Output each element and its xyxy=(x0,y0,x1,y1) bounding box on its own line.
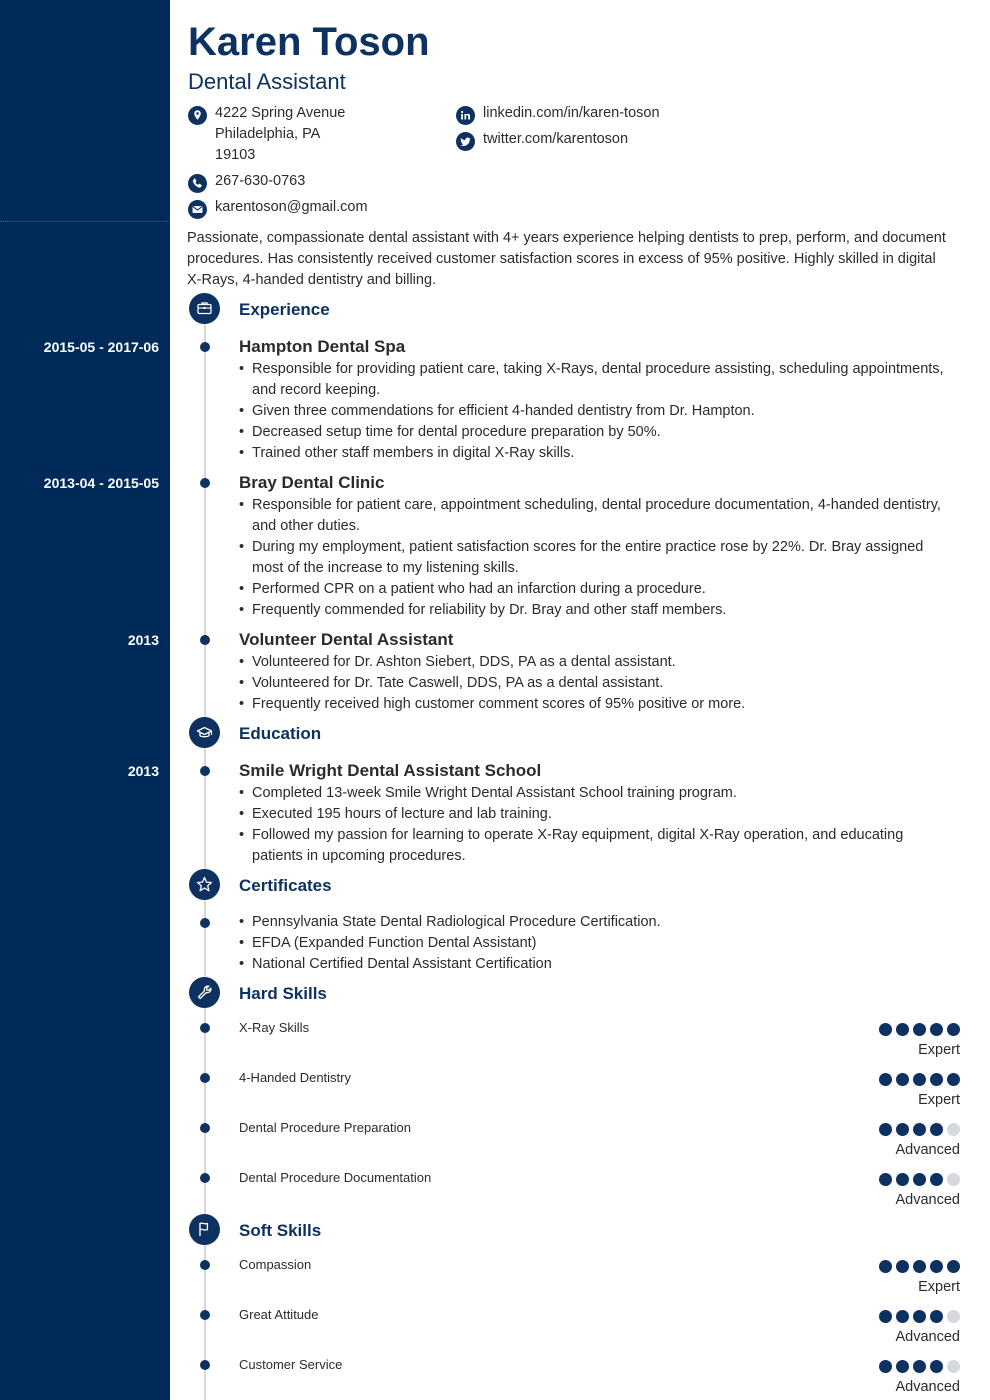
twitter-link[interactable]: twitter.com/karentoson xyxy=(483,131,629,147)
bullet-item: • Completed 13-week Smile Wright Dental Assistant School training program. xyxy=(239,783,954,804)
rating-dot-filled xyxy=(879,1073,892,1086)
rating-dot-filled xyxy=(879,1023,892,1036)
experience-dates: 2013-04 - 2015-05 xyxy=(43,475,159,491)
job-bullets xyxy=(239,652,954,715)
rating-dot-filled xyxy=(913,1260,926,1273)
bullet-item: • Followed my passion for learning to operate X-Ray equipment, digital X-Ray operation, and educating patients in upcoming procedures. xyxy=(239,825,954,867)
rating-dot-filled xyxy=(930,1360,943,1373)
job-bullets xyxy=(239,495,954,621)
certificate-item: • National Certified Dental Assistant Certification xyxy=(239,954,954,975)
email-address[interactable]: karentoson@gmail.com xyxy=(215,199,368,215)
rating-dot-filled xyxy=(879,1260,892,1273)
rating-dot-filled xyxy=(896,1360,909,1373)
rating-dot-empty xyxy=(947,1173,960,1186)
section-title-experience: Experience xyxy=(239,300,330,319)
skill-level: Advanced xyxy=(895,1379,960,1395)
rating-dot-filled xyxy=(913,1073,926,1086)
professional-summary: Passionate, compassionate dental assistant with 4+ years experience helping dentists to prep, perform, and document procedures. Has consistently received customer satisfaction scores in excess of 95% positive. Highly skilled in digital X-Rays, 4-handed dentistry and billing. xyxy=(187,230,946,288)
skill-level: Advanced xyxy=(895,1142,960,1158)
bullet-item: • Frequently commended for reliability by Dr. Bray and other staff members. xyxy=(239,600,954,621)
rating-dot-filled xyxy=(896,1123,909,1136)
skill-name: Great Attitude xyxy=(239,1307,319,1322)
school-name: Smile Wright Dental Assistant School xyxy=(239,761,542,780)
rating-dot-empty xyxy=(947,1360,960,1373)
rating-dot-filled xyxy=(930,1023,943,1036)
rating-dot-filled xyxy=(913,1123,926,1136)
bullet-item: • During my employment, patient satisfaction scores for the entire practice rose by 22%. Dr. Bray assigned most of the increase to my listening skills. xyxy=(239,537,954,579)
bullet-item: • Responsible for patient care, appointment scheduling, dental procedure documentation, 4-handed dentistry, and other duties. xyxy=(239,495,954,537)
certificate-item: • EFDA (Expanded Function Dental Assistant) xyxy=(239,933,954,954)
job-bullets xyxy=(239,359,954,464)
phone-number[interactable]: 267-630-0763 xyxy=(215,173,306,189)
job-employer: Hampton Dental Spa xyxy=(239,337,406,356)
skill-rating xyxy=(879,1073,960,1086)
sidebar-divider xyxy=(0,221,170,222)
rating-dot-filled xyxy=(896,1260,909,1273)
address xyxy=(215,103,345,166)
rating-dot-filled xyxy=(879,1173,892,1186)
rating-dot-filled xyxy=(913,1173,926,1186)
bullet-item: • Volunteered for Dr. Ashton Siebert, DDS, PA as a dental assistant. xyxy=(239,652,954,673)
skill-rating xyxy=(879,1310,960,1323)
timeline-dot xyxy=(200,342,210,352)
certificate-list xyxy=(239,912,954,975)
timeline-dot xyxy=(200,1173,210,1183)
section-title-hard-skills: Hard Skills xyxy=(239,984,327,1003)
graduation-cap-icon xyxy=(189,717,220,748)
skill-name: Dental Procedure Preparation xyxy=(239,1120,411,1135)
skill-level: Advanced xyxy=(895,1192,960,1208)
address-line-3: 19103 xyxy=(215,147,256,163)
section-title-soft-skills: Soft Skills xyxy=(239,1221,322,1240)
skill-level: Expert xyxy=(918,1279,960,1295)
skill-rating xyxy=(879,1260,960,1273)
flag-icon xyxy=(189,1214,220,1245)
timeline-dot xyxy=(200,1073,210,1083)
job-employer: Volunteer Dental Assistant xyxy=(239,630,454,649)
skill-name: X-Ray Skills xyxy=(239,1020,310,1035)
timeline-dot xyxy=(200,1260,210,1270)
rating-dot-filled xyxy=(879,1310,892,1323)
bullet-item: • Trained other staff members in digital X-Ray skills. xyxy=(239,443,954,464)
job-employer: Bray Dental Clinic xyxy=(239,473,385,492)
bullet-item: • Performed CPR on a patient who had an infarction during a procedure. xyxy=(239,579,954,600)
skill-rating xyxy=(879,1360,960,1373)
bullet-item: • Frequently received high customer comment scores of 95% positive or more. xyxy=(239,694,954,715)
candidate-name: Karen Toson xyxy=(188,20,430,64)
linkedin-link[interactable]: linkedin.com/in/karen-toson xyxy=(483,105,660,121)
rating-dot-filled xyxy=(947,1260,960,1273)
timeline-dot xyxy=(200,766,210,776)
bullet-item: • Volunteered for Dr. Tate Caswell, DDS, PA as a dental assistant. xyxy=(239,673,954,694)
phone-icon xyxy=(188,174,207,193)
bullet-item: • Executed 195 hours of lecture and lab training. xyxy=(239,804,954,825)
skill-rating xyxy=(879,1123,960,1136)
timeline-dot xyxy=(200,1023,210,1033)
skill-level: Advanced xyxy=(895,1329,960,1345)
skill-rating xyxy=(879,1023,960,1036)
rating-dot-filled xyxy=(947,1073,960,1086)
rating-dot-filled xyxy=(930,1310,943,1323)
rating-dot-filled xyxy=(947,1023,960,1036)
rating-dot-filled xyxy=(913,1023,926,1036)
rating-dot-filled xyxy=(879,1123,892,1136)
experience-dates: 2015-05 - 2017-06 xyxy=(43,339,159,355)
section-title-certificates: Certificates xyxy=(239,876,332,895)
rating-dot-filled xyxy=(930,1123,943,1136)
linkedin-icon xyxy=(456,106,475,125)
timeline-dot xyxy=(200,1360,210,1370)
rating-dot-empty xyxy=(947,1123,960,1136)
section-title-education: Education xyxy=(239,724,322,743)
rating-dot-filled xyxy=(913,1310,926,1323)
education-dates: 2013 xyxy=(127,763,159,779)
skill-name: 4-Handed Dentistry xyxy=(239,1070,351,1085)
timeline-dot xyxy=(200,1310,210,1320)
rating-dot-filled xyxy=(930,1173,943,1186)
left-sidebar xyxy=(0,0,170,1400)
rating-dot-filled xyxy=(896,1023,909,1036)
rating-dot-filled xyxy=(896,1173,909,1186)
bullet-item: • Decreased setup time for dental procedure preparation by 50%. xyxy=(239,422,954,443)
timeline-dot xyxy=(200,635,210,645)
wrench-icon xyxy=(189,977,220,1008)
experience-dates: 2013 xyxy=(127,632,159,648)
briefcase-icon xyxy=(189,293,220,324)
bullet-item: • Responsible for providing patient care, taking X-Rays, dental procedure assisting, scheduling appointments, and record keeping. xyxy=(239,359,954,401)
location-pin-icon xyxy=(188,106,207,125)
skill-level: Expert xyxy=(918,1042,960,1058)
job-title: Dental Assistant xyxy=(188,69,346,94)
timeline-dot xyxy=(200,478,210,488)
rating-dot-filled xyxy=(896,1310,909,1323)
timeline-dot xyxy=(200,918,210,928)
certificate-item: • Pennsylvania State Dental Radiological Procedure Certification. xyxy=(239,912,954,933)
skill-name: Dental Procedure Documentation xyxy=(239,1170,432,1185)
address-line-2: Philadelphia, PA xyxy=(215,126,321,142)
skill-rating xyxy=(879,1173,960,1186)
skill-name: Customer Service xyxy=(239,1357,343,1372)
skill-name: Compassion xyxy=(239,1257,312,1272)
rating-dot-filled xyxy=(896,1073,909,1086)
bullet-item: • Given three commendations for efficient 4-handed dentistry from Dr. Hampton. xyxy=(239,401,954,422)
address-line-1: 4222 Spring Avenue xyxy=(215,105,346,121)
rating-dot-filled xyxy=(913,1360,926,1373)
rating-dot-filled xyxy=(879,1360,892,1373)
email-icon xyxy=(188,200,207,219)
rating-dot-empty xyxy=(947,1310,960,1323)
rating-dot-filled xyxy=(930,1073,943,1086)
twitter-icon xyxy=(456,132,475,151)
education-bullets xyxy=(239,783,954,867)
rating-dot-filled xyxy=(930,1260,943,1273)
skill-level: Expert xyxy=(918,1092,960,1108)
star-icon xyxy=(189,869,220,900)
timeline-dot xyxy=(200,1123,210,1133)
